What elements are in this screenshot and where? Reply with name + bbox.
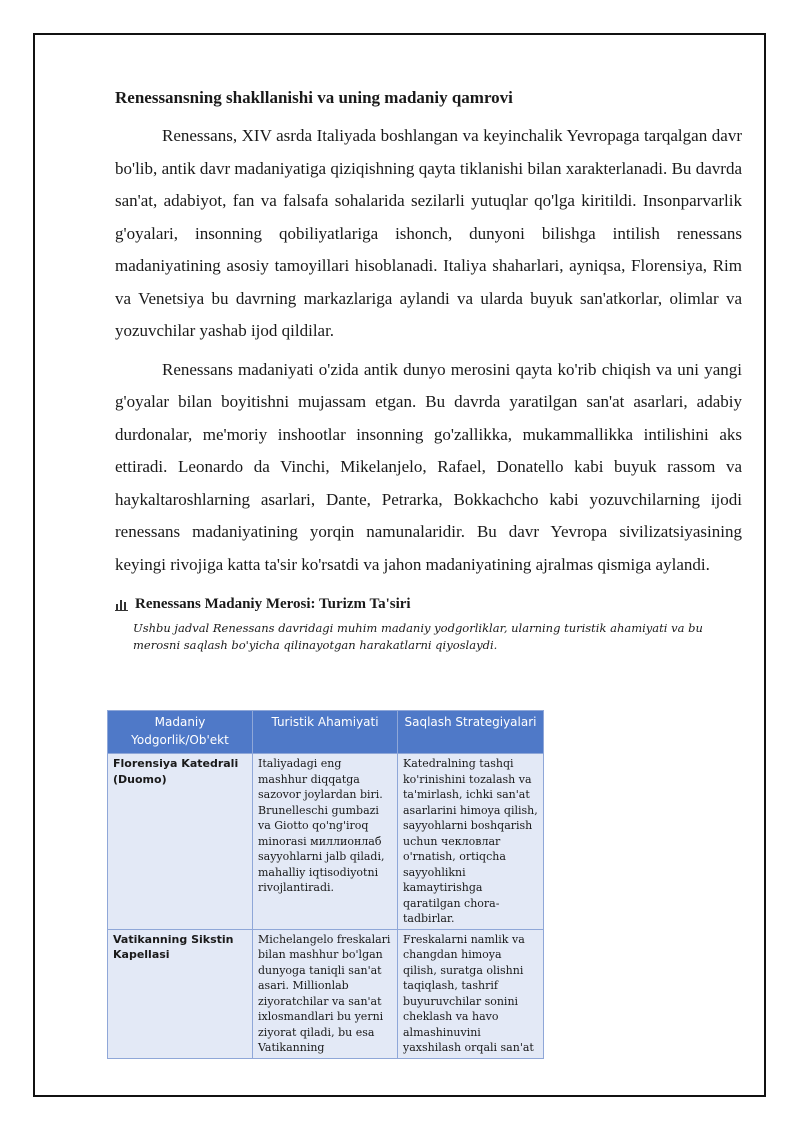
cell-strategy: Freskalarni namlik va changdan himoya qilish, suratga olishni taqiqlash, tashrif buyuruvchilar sonini cheklash va havo almashinuvini yaxshilash orqali san'at bbox=[398, 929, 544, 1058]
table-description: Ushbu jadval Renessans davridagi muhim madaniy yodgorliklar, ularning turistik ahamiyati va bu merosni saqlash bo'yicha qilinayotgan harakatlarni qiyoslaydi. bbox=[133, 621, 703, 652]
column-header-object: Madaniy Yodgorlik/Ob'ekt bbox=[108, 711, 253, 754]
paragraph-2: Renessans madaniyati o'zida antik dunyo merosini qayta ko'rib chiqish va uni yangi g'oyalar bilan boyitishni mujassam etgan. Bu davrda yaratilgan san'at asarlari, adabiy durdonalar, me'moriy inshootlar insonning go'zallikka, mukammallikka intilishini aks ettiradi. Leonardo da Vinchi, Mikelanjelo, Rafael, Donatello kabi buyuk rassom va haykaltaroshlarning asarlari, Dante, Petrarka, Bokkachcho kabi yozuvchilarning ijodi renessans madaniyatining yorqin namunalaridir. Bu davr Yevropa sivilizatsiyasining keyingi rivojiga katta ta'sir ko'rsatdi va jahon madaniyatining ajralmas qismiga aylandi. bbox=[115, 359, 742, 574]
document-title: Renessansning shakllanishi va uning madaniy qamrovi bbox=[115, 88, 513, 107]
paragraph-1: Renessans, XIV asrda Italiyada boshlangan va keyinchalik Yevropaga tarqalgan davr bo'lib, antik davr madaniyatiga qiziqishning qayta tiklanishi bilan xarakterlanadi. Bu davrda san'at, adabiyot, fan va falsafa sohalarida sezilarli yutuqlar qo'lga kiritildi. Insonparvarlik g'oyalari, insonning qobiliyatlariga ishonch, dunyoni bilishga intilish renessans madaniyatining asosiy tamoyillari hisoblanadi. Italiya shaharlari, ayniqsa, Florensiya, Rim va Venetsiya bu davrning markazlariga aylandi va ularda buyuk san'atkorlar, olimlar va yozuvchilar yashab ijod qildilar. bbox=[115, 126, 742, 340]
table-row bbox=[108, 754, 544, 930]
table-header-row bbox=[108, 711, 544, 754]
cell-significance: Italiyadagi eng mashhur diqqatga sazovor joylardan biri. Brunelleschi gumbazi va Giotto qo'ng'iroq minorasi миллионлаб sayyohlarni jalb qiladi, mahalliy iqtisodiyotni rivojlantiradi. bbox=[253, 754, 398, 930]
column-header-significance: Turistik Ahamiyati bbox=[253, 711, 398, 754]
bar-chart-icon bbox=[115, 597, 129, 611]
table-title: Renessans Madaniy Merosi: Turizm Ta'siri bbox=[135, 595, 411, 612]
cell-object: Florensiya Katedrali (Duomo) bbox=[108, 754, 253, 930]
cell-strategy: Katedralning tashqi ko'rinishini tozalash va ta'mirlash, ichki san'at asarlarini himoya qilish, sayyohlarni boshqarish uchun чекловлar o'rnatish, ortiqcha sayyohlikni kamaytirishga qaratilgan chora-tadbirlar. bbox=[398, 754, 544, 930]
table-heading bbox=[115, 593, 742, 615]
cell-object: Vatikanning Sikstin Kapellasi bbox=[108, 929, 253, 1058]
column-header-strategy: Saqlash Strategiyalari bbox=[398, 711, 544, 754]
cell-significance: Michelangelo freskalari bilan mashhur bo'lgan dunyoga taniqli san'at asari. Millionlab ziyoratchilar va san'at ixlosmandlari bu yerni ziyorat qiladi, bu esa Vatikanning bbox=[253, 929, 398, 1058]
document-body bbox=[115, 86, 742, 658]
heritage-table bbox=[107, 710, 544, 1059]
table-row bbox=[108, 929, 544, 1058]
